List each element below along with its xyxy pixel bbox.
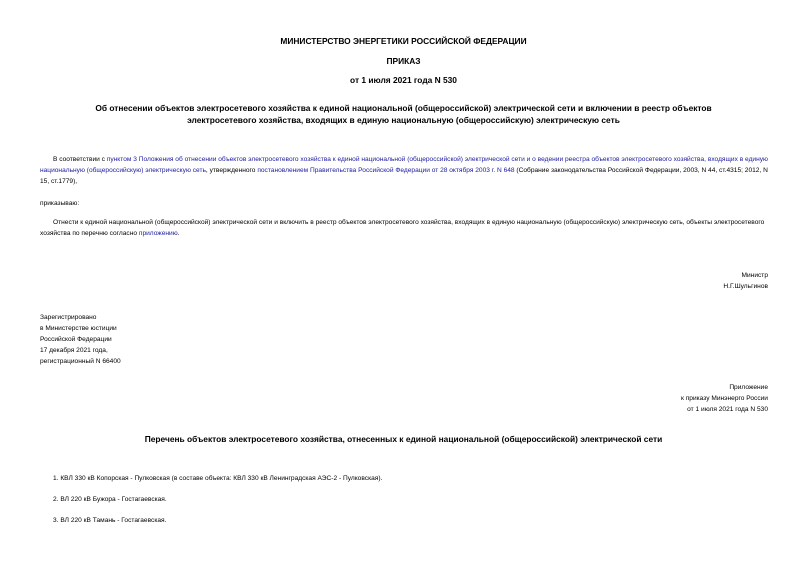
- appendix-header: [681, 382, 768, 415]
- regulation-link[interactable]: пунктом 3 Положения об отнесении объектов электросетевого хозяйства к единой национальной (общероссийской) электрической сети и о ведении реестра объектов электросетевого хозяйства, входящих в единую национальную (общероссийскую) электрическую сеть: [40, 156, 768, 174]
- decision-text: Отнести к единой национальной (общероссийской) электрической сети и включить в реестр объектов электросетевого хозяйства, входящих в единую национальную (общероссийскую) электрическую сеть, объекты электросетевого хозяйства по перечню согласно: [40, 219, 765, 237]
- appendix-header-line-1: Приложение: [729, 384, 768, 391]
- registration-line-1: Зарегистрировано: [40, 314, 97, 321]
- registration-line-3: Российской Федерации: [40, 336, 112, 343]
- government-resolution-link[interactable]: постановлением Правительства Российской Федерации от 28 октября 2003 г. N 648: [257, 167, 515, 174]
- appendix-item-3: 3. ВЛ 220 кВ Тамань - Гостагаевская.: [53, 517, 167, 524]
- appendix-item-1: 1. КВЛ 330 кВ Копорская - Пулковская (в составе объекта: КВЛ 330 кВ Ленинградская АЭС-2 - Пулковская).: [53, 475, 383, 482]
- signature-name: Н.Г.Шульгинов: [723, 283, 768, 290]
- document-type: ПРИКАЗ: [386, 56, 421, 66]
- document-title-line-1: Об отнесении объектов электросетевого хозяйства к единой национальной (общероссийской) электрической сети и включении в реестр объектов: [95, 103, 712, 113]
- signature-block: [723, 270, 768, 292]
- appendix-header-line-3: от 1 июля 2021 года N 530: [687, 406, 768, 413]
- appendix-item-2: 2. ВЛ 220 кВ Бужора - Гостагаевская.: [53, 496, 167, 503]
- registration-line-5: регистрационный N 66400: [40, 358, 121, 365]
- document-title: [0, 102, 807, 126]
- document-date: от 1 июля 2021 года N 530: [350, 75, 457, 85]
- decision-paragraph: [40, 217, 770, 239]
- appendix-header-line-2: к приказу Минэнерго России: [681, 395, 768, 402]
- preamble-text-2: , утвержденного: [205, 167, 258, 174]
- signature-position: Министр: [741, 272, 768, 279]
- order-word: приказываю:: [40, 200, 80, 207]
- document-title-line-2: электросетевого хозяйства, входящих в единую национальную (общероссийскую) электрическую сеть: [187, 115, 620, 125]
- registration-line-4: 17 декабря 2021 года,: [40, 347, 108, 354]
- ministry-header: МИНИСТЕРСТВО ЭНЕРГЕТИКИ РОССИЙСКОЙ ФЕДЕРАЦИИ: [280, 36, 527, 46]
- decision-text-end: .: [177, 230, 180, 237]
- preamble-paragraph: [40, 154, 770, 187]
- registration-line-2: в Министерстве юстиции: [40, 325, 117, 332]
- registration-block: [40, 312, 121, 367]
- preamble-text-3: (Собрание законодательства Российской Федерации, 2003, N 44, ст.4315; 2012, N 15, ст.1779),: [40, 167, 768, 185]
- appendix-link[interactable]: приложению: [138, 230, 178, 237]
- appendix-title: Перечень объектов электросетевого хозяйства, отнесенных к единой национальной (общероссийской) электрической сети: [144, 434, 663, 444]
- preamble-text-1: В соответствии с: [53, 156, 107, 163]
